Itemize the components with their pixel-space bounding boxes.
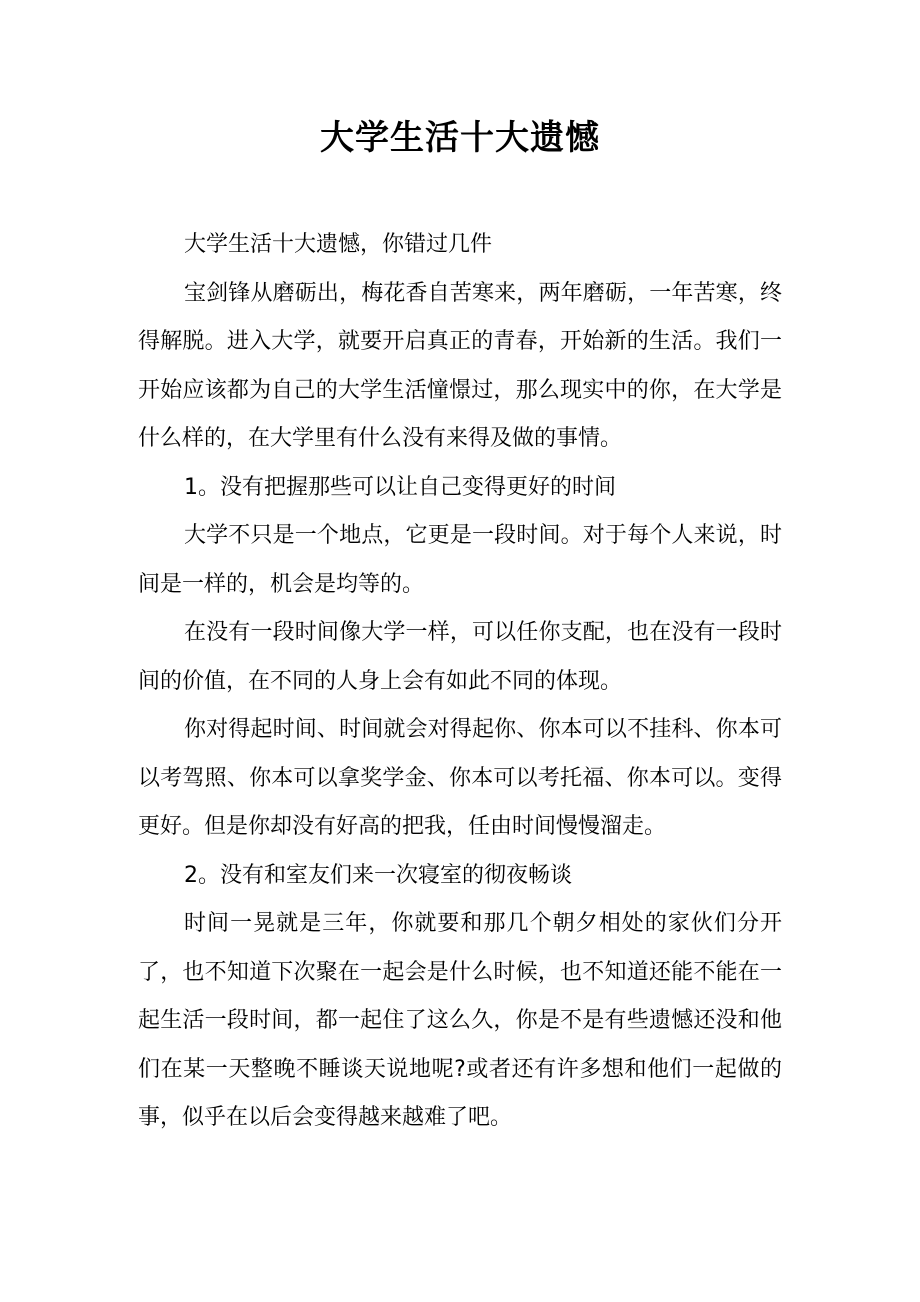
section-heading-1: 1。没有把握那些可以让自己变得更好的时间	[184, 474, 616, 500]
section-heading-2: 2。没有和室友们来一次寝室的彻夜畅谈	[184, 862, 572, 888]
intro-paragraph: 宝剑锋从磨砺出，梅花香自苦寒来，两年磨砺，一年苦寒，终得解脱。进入大学，就要开启真正的青春，开始新的生活。我们一开始应该都为自己的大学生活憧憬过，那么现实中的你，在大学是什么样的，在大学里有什么没有来得及做的事情。	[138, 280, 782, 451]
body-paragraph: 大学不只是一个地点，它更是一段时间。对于每个人来说，时间是一样的，机会是均等的。	[138, 523, 782, 597]
body-paragraph: 你对得起时间、时间就会对得起你、你本可以不挂科、你本可以考驾照、你本可以拿奖学金、你本可以考托福、你本可以。变得更好。但是你却没有好高的把我，任由时间慢慢溜走。	[138, 717, 782, 839]
document-title: 大学生活十大遗憾	[320, 118, 600, 158]
subtitle-paragraph: 大学生活十大遗憾，你错过几件	[184, 232, 493, 257]
document-body	[138, 221, 782, 1143]
body-paragraph: 在没有一段时间像大学一样，可以任你支配，也在没有一段时间的价值，在不同的人身上会有如此不同的体现。	[138, 620, 782, 694]
body-paragraph: 时间一晃就是三年，你就要和那几个朝夕相处的家伙们分开了，也不知道下次聚在一起会是什么时候，也不知道还能不能在一起生活一段时间，都一起住了这么久，你是不是有些遗憾还没和他们在某一天整晚不睡谈天说地呢?或者还有许多想和他们一起做的事，似乎在以后会变得越来越难了吧。	[138, 911, 782, 1130]
